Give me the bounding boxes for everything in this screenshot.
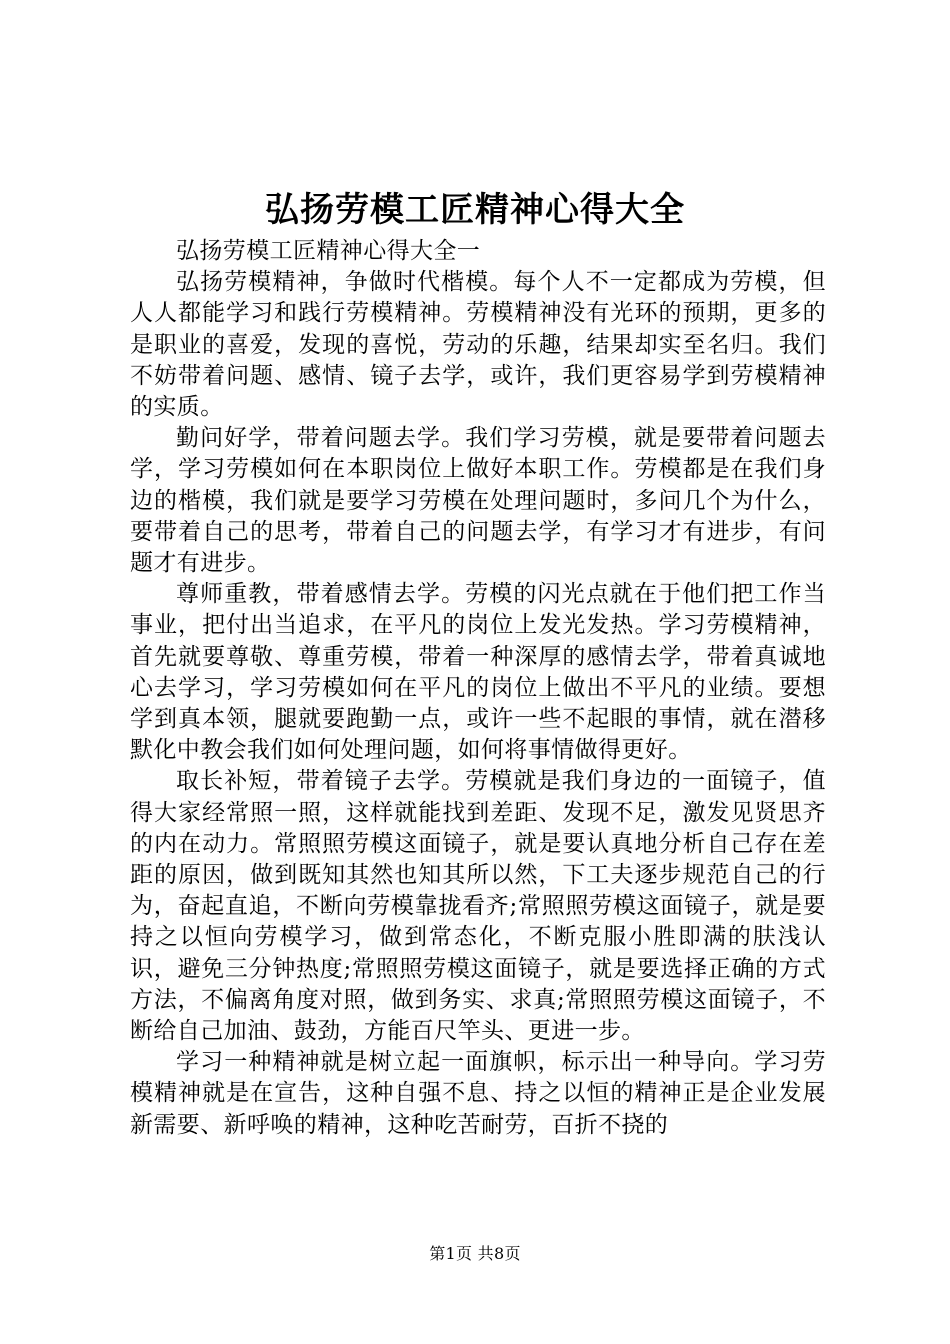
paragraph: 弘扬劳模精神，争做时代楷模。每个人不一定都成为劳模，但人人都能学习和践行劳模精神。劳模精神没有光环的预期，更多的是职业的喜爱，发现的喜悦，劳动的乐趣，结果却实至名归。我们不妨带着问题、感情、镜子去学，或许，我们更容易学到劳模精神的实质。 — [130, 269, 826, 421]
document-body — [130, 236, 826, 1141]
document-title: 弘扬劳模工匠精神心得大全 — [265, 190, 685, 230]
paragraph: 学习一种精神就是树立起一面旗帜，标示出一种导向。学习劳模精神就是在宣告，这种自强不息、持之以恒的精神正是企业发展新需要、新呼唤的精神，这种吃苦耐劳，百折不挠的 — [130, 1049, 826, 1138]
paragraph: 勤问好学，带着问题去学。我们学习劳模，就是要带着问题去学，学习劳模如何在本职岗位上做好本职工作。劳模都是在我们身边的楷模，我们就是要学习劳模在处理问题时，多问几个为什么，要带着自己的思考，带着自己的问题去学，有学习才有进步，有问题才有进步。 — [130, 425, 826, 577]
page-footer: 第1页 共8页 — [429, 1244, 521, 1263]
paragraph: 取长补短，带着镜子去学。劳模就是我们身边的一面镜子，值得大家经常照一照，这样就能找到差距、发现不足，激发见贤思齐的内在动力。常照照劳模这面镜子，就是要认真地分析自己存在差距的原因，做到既知其然也知其所以然，下工夫逐步规范自己的行为，奋起直追，不断向劳模靠拢看齐;常照照劳模这面镜子，就是要持之以恒向劳模学习，做到常态化，不断克服小胜即满的肤浅认识，避免三分钟热度;常照照劳模这面镜子，就是要选择正确的方式方法，不偏离角度对照，做到务实、求真;常照照劳模这面镜子，不断给自己加油、鼓劲，方能百尺竿头、更进一步。 — [130, 768, 826, 1045]
section-heading: 弘扬劳模工匠精神心得大全一 — [176, 238, 481, 264]
paragraph: 尊师重教，带着感情去学。劳模的闪光点就在于他们把工作当事业，把付出当追求，在平凡的岗位上发光发热。学习劳模精神，首先就要尊敬、尊重劳模，带着一种深厚的感情去学，带着真诚地心去学习，学习劳模如何在平凡的岗位上做出不平凡的业绩。要想学到真本领，腿就要跑勤一点，或许一些不起眼的事情，就在潜移默化中教会我们如何处理问题，如何将事情做得更好。 — [130, 581, 826, 764]
